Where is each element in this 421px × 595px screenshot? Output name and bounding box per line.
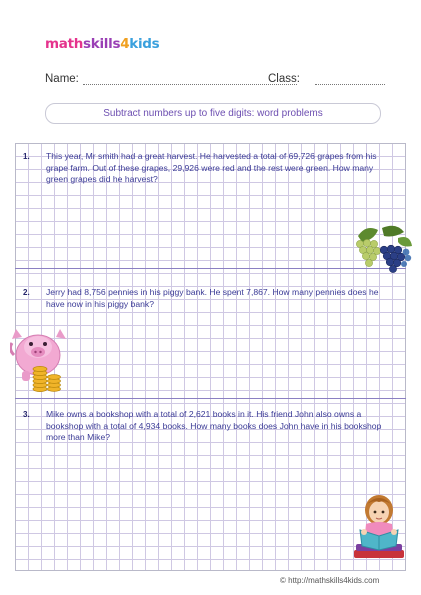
name-field[interactable] <box>83 84 297 85</box>
question-number: 2. <box>23 288 30 297</box>
worksheet-title: Subtract numbers up to five digits: word problems <box>45 103 381 124</box>
name-label: Name: <box>45 73 79 85</box>
name-class-row <box>45 73 391 89</box>
class-field[interactable] <box>315 84 385 85</box>
reading-child-icon <box>350 490 408 562</box>
class-label: Class: <box>268 73 300 85</box>
question-text: This year, Mr smith had a great harvest. He harvested a total of 69,726 grapes from his grape farm. Out of these grapes, 29,926 were red and the rest were green. How many green grapes did he harvest? <box>46 151 377 184</box>
question-divider <box>15 398 406 399</box>
site-logo: mathskills4kids <box>45 36 160 52</box>
grapes-icon <box>352 222 414 274</box>
question-divider <box>15 268 406 269</box>
question-number: 3. <box>23 410 30 419</box>
piggy-bank-icon <box>10 325 68 393</box>
question-number: 1. <box>23 152 30 161</box>
footer-url[interactable]: © http://mathskills4kids.com <box>280 576 380 585</box>
question-text: Mike owns a bookshop with a total of 2,621 books in it. His friend John also owns a bookshop with a total of 4,934 books. How many books does John have in his bookshop more than Mike? <box>46 409 382 442</box>
answer-grid <box>15 143 406 571</box>
question-text: Jerry had 8,756 pennies in his piggy bank. He spent 7,867. How many pennies does he have now in his piggy bank? <box>46 287 379 309</box>
